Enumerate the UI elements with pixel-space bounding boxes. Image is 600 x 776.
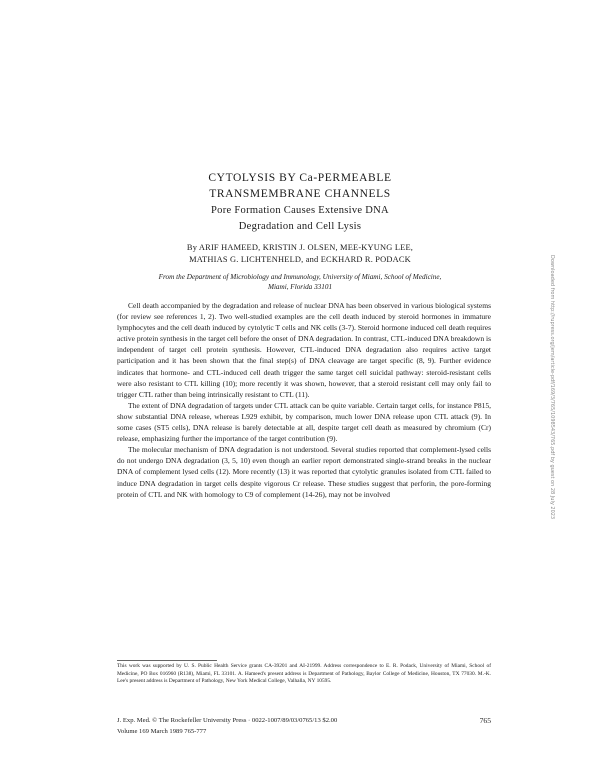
volume-footer — [117, 727, 491, 736]
article-body — [117, 300, 491, 500]
page-number: 765 — [479, 716, 491, 725]
download-side-note — [546, 255, 556, 530]
authors-line-2: MATHIAS G. LICHTENHELD, and ECKHARD R. PODACK — [189, 255, 411, 264]
affiliation-line-1: From the Department of Microbiology and Immunology, University of Miami, School of Medicine, — [158, 273, 442, 281]
body-paragraph-1: Cell death accompanied by the degradation and release of nuclear DNA has been observed in various biological systems (for review see references 1, 2). Two well-studied examples are the cell death induced by steroid hormones in immature lymphocytes and the cell death induced by cytolytic T cells and NK cells (3-7). Steroid hormone induced cell death requires active protein synthesis in the target cell before the onset of DNA degradation. In contrast, CTL-induced DNA breakdown is independent of target cell protein synthesis. However, CTL-induced DNA degradation also requires active target participation and it has been shown that the final step(s) of DNA cleavage are target specific (8, 9). Further evidence indicates that hormone- and CTL-induced cell death trigger the same target cell suicidal pathway: steroid-resistant cells were also resistant to CTL killing (10); more recently it was shown, however, that a steroid resistant cell may only fail to trigger CTL rather than being intrinsically resistant to CTL (11). — [117, 301, 491, 399]
subtitle-line-1: Pore Formation Causes Extensive DNA — [211, 205, 389, 216]
subtitle-line-2: Degradation and Cell Lysis — [238, 221, 362, 232]
footnote: This work was supported by U. S. Public Health Service grants CA-39201 and AI-21999. Address correspondence to E. R. Podack, University of Miami, School of Medicine, PO Box 016960 (R138), Miami, FL 33101. A. Hameed's present address is Department of Pathology, Baylor College of Medicine, Houston, TX 77030. M.-K. Lee's present address is Department of Pathology, New York Medical College, Valhalla, NY 10595. — [117, 663, 491, 685]
body-paragraph-3: The molecular mechanism of DNA degradation is not understood. Several studies reported that complement-lysed cells do not undergo DNA degradation (3, 5, 10) even though an earlier report demonstrated single-strand breaks in the nuclear DNA of complement lysed cells (12). More recently (13) it was reported that cytolytic granules isolated from CTL failed to induce DNA degradation in target cells despite vigorous Cr release. These studies suggest that perforin, the pore-forming protein of CTL and NK with homology to C9 of complement (14-26), may not be involved — [117, 445, 491, 499]
title-line-1: CYTOLYSIS BY Ca-PERMEABLE — [208, 172, 392, 184]
authors-line-1: By ARIF HAMEED, KRISTIN J. OLSEN, MEE-KYUNG LEE, — [186, 243, 414, 252]
journal-citation: J. Exp. Med. © The Rockefeller University Press · 0022-1007/89/03/0765/13 $2.00 — [117, 717, 338, 724]
volume-info: Volume 169 March 1989 765-777 — [117, 728, 207, 735]
footnote-divider — [117, 660, 217, 661]
title-line-2: TRANSMEMBRANE CHANNELS — [209, 188, 391, 200]
affiliation-line-2: Miami, Florida 33101 — [267, 283, 333, 291]
body-paragraph-2: The extent of DNA degradation of targets under CTL attack can be quite variable. Certain target cells, for instance P815, show substantial DNA release, whereas L929 exhibit, by comparison, much lower DNA release upon CTL attack (9). In some cases (ST5 cells), DNA release is barely detectable at all, despite target cell death as measured by chromium (Cr) release, emphasizing further the importance of the target contribution (9). — [117, 400, 491, 444]
download-side-note-text: Downloaded from http://rupress.org/jem/article-pdf/169/3/765/1098543/765.pdf by guest on 28 July 2023 — [549, 255, 555, 520]
journal-footer — [117, 716, 491, 725]
